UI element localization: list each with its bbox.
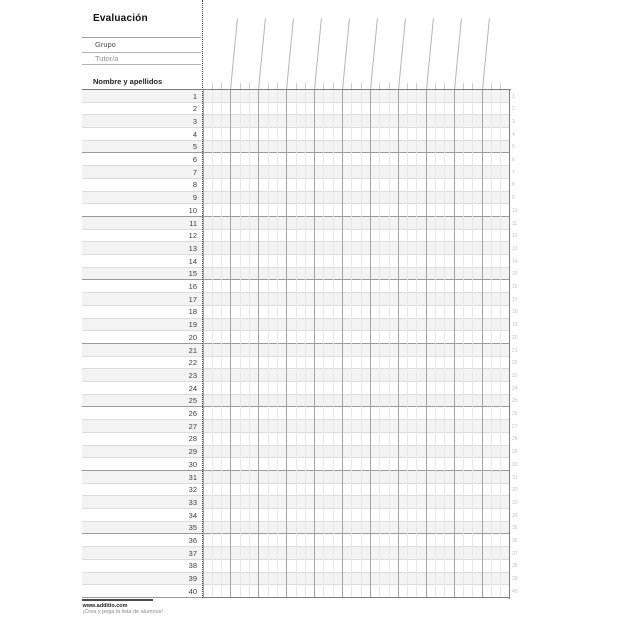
side-row-number: 35: [512, 525, 518, 532]
side-row-number: 23: [512, 372, 518, 379]
row-number: 3: [192, 116, 197, 126]
grid-right-border: [509, 89, 511, 599]
minor-column-line: [491, 90, 492, 598]
minor-column-line: [305, 90, 306, 598]
column-header-diagonal: [230, 18, 238, 90]
group-field-write-line: [82, 52, 201, 53]
minor-column-line: [351, 90, 352, 598]
row-number: 30: [188, 459, 197, 469]
major-column-line: [203, 90, 204, 598]
row-number: 22: [188, 358, 197, 368]
row-number: 38: [188, 561, 197, 571]
row-number: 39: [188, 574, 197, 584]
side-row-number: 6: [512, 157, 515, 163]
side-row-number: 22: [512, 360, 518, 367]
minor-column-line: [212, 90, 213, 598]
row-number: 8: [192, 180, 197, 190]
column-header-diagonal: [258, 18, 266, 90]
row-number: 32: [188, 485, 197, 495]
side-row-number: 11: [512, 220, 518, 227]
row-number: 33: [188, 497, 197, 507]
row-number: 15: [188, 269, 197, 279]
side-row-number: 29: [512, 449, 518, 456]
row-number: 31: [188, 472, 197, 482]
side-row-number: 9: [512, 195, 515, 202]
side-row-number: 3: [512, 118, 515, 125]
side-row-number: 4: [512, 131, 515, 138]
row-number: 35: [188, 523, 197, 533]
side-row-number: 13: [512, 245, 518, 252]
minor-column-line: [407, 90, 408, 598]
side-row-number: 1: [512, 93, 515, 100]
row-number: 19: [188, 320, 197, 330]
side-row-number: 31: [512, 474, 518, 481]
side-row-number: 37: [512, 550, 518, 557]
row-number: 14: [188, 256, 197, 266]
row-number: 5: [192, 142, 197, 152]
major-column-line: [426, 90, 427, 598]
side-row-number: 10: [512, 207, 518, 214]
row-number: 26: [188, 409, 197, 418]
minor-column-line: [221, 90, 222, 598]
header-divider: [82, 37, 201, 38]
side-row-number: 28: [512, 436, 518, 443]
side-row-number: 8: [512, 182, 515, 189]
minor-column-line: [379, 90, 380, 598]
minor-column-line: [323, 90, 324, 598]
row-number: 36: [188, 536, 197, 545]
minor-column-line: [463, 90, 464, 598]
row-number: 20: [188, 332, 197, 342]
row-number: 37: [188, 548, 197, 558]
side-row-number: 27: [512, 423, 518, 430]
minor-column-line: [472, 90, 473, 598]
side-row-number: 24: [512, 385, 518, 392]
major-column-line: [286, 90, 287, 598]
column-header-diagonal: [398, 18, 406, 90]
row-number: 10: [188, 205, 197, 215]
footer-divider: [82, 599, 153, 601]
major-column-line: [230, 90, 231, 598]
side-row-number: 16: [512, 284, 518, 290]
page-title: Evaluación: [93, 13, 148, 24]
column-header-diagonal: [342, 18, 350, 90]
side-row-number: 32: [512, 487, 518, 494]
row-number: 28: [188, 434, 197, 444]
row-number: 1: [192, 91, 197, 101]
side-row-number: 26: [512, 411, 518, 417]
row-number: 16: [188, 282, 197, 291]
footer-website: www.additio.com: [82, 602, 128, 609]
column-header-diagonal: [426, 18, 434, 90]
row-number: 4: [192, 129, 197, 139]
minor-column-line: [268, 90, 269, 598]
side-row-number: 5: [512, 144, 515, 151]
side-row-number: 20: [512, 334, 518, 341]
major-column-line: [482, 90, 483, 598]
tutor-field-write-line: [82, 64, 201, 65]
major-column-line: [314, 90, 315, 598]
column-header-diagonal: [286, 18, 294, 90]
side-row-number: 21: [512, 347, 518, 354]
row-number: 18: [188, 307, 197, 317]
side-row-number: 30: [512, 461, 518, 468]
side-row-number: 39: [512, 576, 518, 583]
major-column-line: [370, 90, 371, 598]
grid-top-border: [82, 89, 511, 91]
column-header-diagonal: [314, 18, 322, 90]
side-row-number: 2: [512, 106, 515, 113]
row-number: 12: [188, 231, 197, 241]
row-number: 40: [188, 586, 197, 596]
row-number: 13: [188, 243, 197, 253]
major-column-line: [258, 90, 259, 598]
minor-column-line: [296, 90, 297, 598]
major-column-line: [342, 90, 343, 598]
minor-column-line: [361, 90, 362, 598]
row-number: 25: [188, 396, 197, 406]
side-row-number: 14: [512, 258, 518, 265]
minor-column-line: [389, 90, 390, 598]
side-row-number: 40: [512, 588, 518, 595]
minor-column-line: [333, 90, 334, 598]
row-number: 21: [188, 345, 197, 355]
minor-column-line: [435, 90, 436, 598]
names-column-header: Nombre y apellidos: [93, 77, 163, 86]
grid-bottom-border: [203, 597, 511, 599]
row-number: 6: [192, 155, 197, 164]
side-row-number: 12: [512, 233, 518, 240]
row-number: 11: [189, 218, 197, 228]
side-row-number: 36: [512, 538, 518, 544]
row-number: 17: [188, 294, 197, 304]
minor-column-line: [500, 90, 501, 598]
footer-note: ¡Crea y pega la lista de alumnos!: [82, 608, 163, 615]
side-row-number: 17: [512, 296, 518, 303]
minor-column-line: [416, 90, 417, 598]
group-field-label: Grupo: [95, 40, 116, 49]
side-row-number: 33: [512, 499, 518, 506]
tutor-field-label: Tutor/a: [95, 54, 119, 63]
minor-column-line: [249, 90, 250, 598]
major-column-line: [454, 90, 455, 598]
row-number: 29: [188, 447, 197, 457]
side-row-number: 34: [512, 512, 518, 519]
row-number: 9: [192, 193, 197, 203]
column-header-diagonal: [370, 18, 378, 90]
side-row-number: 18: [512, 309, 518, 316]
row-number: 2: [192, 104, 197, 114]
row-number: 24: [188, 383, 197, 393]
minor-column-line: [240, 90, 241, 598]
major-column-line: [398, 90, 399, 598]
row-number: 23: [188, 370, 197, 380]
side-row-number: 15: [512, 271, 518, 278]
row-number: 34: [188, 510, 197, 520]
side-row-number: 38: [512, 563, 518, 570]
side-row-number: 19: [512, 322, 518, 329]
column-header-diagonal: [482, 18, 490, 90]
minor-column-line: [277, 90, 278, 598]
side-row-number: 7: [512, 169, 515, 176]
column-header-diagonal: [454, 18, 462, 90]
row-number: 27: [188, 421, 197, 431]
side-row-number: 25: [512, 398, 518, 405]
minor-column-line: [444, 90, 445, 598]
row-number: 7: [192, 167, 197, 177]
